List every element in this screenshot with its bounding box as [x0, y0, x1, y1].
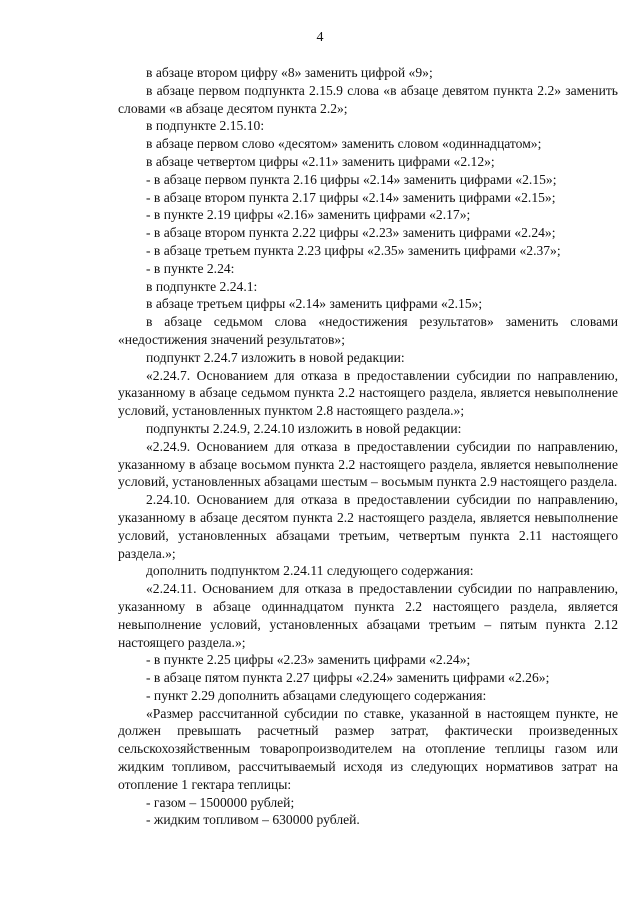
paragraph: в подпункте 2.24.1: — [146, 278, 258, 294]
paragraph: в абзаце втором цифру «8» заменить цифрой «9»; — [146, 65, 433, 80]
quoted-paragraph: «Размер рассчитанной субсидии по ставке, указанной в настоящем пункте, не должен превышать расчетный размер затрат, фактически произведенных сельскохозяйственным товаропроизводителем на отопление теплицы газом или жидким топливом, рассчитываемый исходя из следующих нормативов затрат на отопление 1 гектара теплицы: — [118, 705, 618, 792]
document-body — [118, 64, 618, 829]
list-item: - в абзаце втором пункта 2.22 цифры «2.23» заменить цифрами «2.24»; — [146, 225, 556, 241]
paragraph: в абзаце первом слово «десятом» заменить словом «одиннадцатом»; — [146, 136, 542, 152]
paragraph: подпункт 2.24.7 изложить в новой редакции: — [146, 349, 405, 365]
page-number: 4 — [316, 30, 324, 45]
list-item: - жидким топливом – 630000 рублей. — [146, 812, 360, 828]
list-item: - в пункте 2.19 цифры «2.16» заменить цифрами «2.17»; — [146, 207, 471, 223]
quoted-paragraph: «2.24.9. Основанием для отказа в предоставлении субсидии по направлению, указанному в абзаце восьмом пункта 2.2 настоящего раздела, является невыполнение условий, установленных абзацами шестым – восьмым пункта 2.9 настоящего раздела. — [118, 438, 618, 490]
quoted-paragraph: 2.24.10. Основанием для отказа в предоставлении субсидии по направлению, указанному в абзаце десятом пункта 2.2 настоящего раздела, является невыполнение условий, установленных абзацами третьим, четвертым пункта 2.11 настоящего раздела.»; — [118, 492, 618, 561]
paragraph: в абзаце седьмом слова «недостижения результатов» заменить словами «недостижения значений результатов»; — [118, 314, 618, 347]
paragraph: подпункты 2.24.9, 2.24.10 изложить в новой редакции: — [146, 420, 462, 436]
list-item: - в пункте 2.25 цифры «2.23» заменить цифрами «2.24»; — [146, 652, 471, 668]
list-item: - газом – 1500000 рублей; — [146, 794, 295, 810]
paragraph: в абзаце первом подпункта 2.15.9 слова «в абзаце девятом пункта 2.2» заменить словами «в абзаце десятом пункта 2.2»; — [118, 82, 618, 116]
paragraph: в подпункте 2.15.10: — [146, 118, 265, 134]
paragraph: в абзаце четвертом цифры «2.11» заменить цифрами «2.12»; — [146, 153, 495, 169]
list-item: - в пункте 2.24: — [146, 260, 235, 276]
paragraph: дополнить подпунктом 2.24.11 следующего содержания: — [146, 563, 474, 579]
list-item: - в абзаце третьем пункта 2.23 цифры «2.35» заменить цифрами «2.37»; — [146, 242, 561, 258]
list-item: - в абзаце втором пункта 2.17 цифры «2.14» заменить цифрами «2.15»; — [146, 189, 556, 205]
list-item: - в абзаце пятом пункта 2.27 цифры «2.24» заменить цифрами «2.26»; — [146, 670, 550, 686]
quoted-paragraph: «2.24.7. Основанием для отказа в предоставлении субсидии по направлению, указанному в абзаце седьмом пункта 2.2 настоящего раздела, является невыполнение условий, установленных пунктом 2.8 настоящего раздела.»; — [118, 367, 618, 419]
paragraph: в абзаце третьем цифры «2.14» заменить цифрами «2.15»; — [146, 296, 483, 312]
list-item: - в абзаце первом пункта 2.16 цифры «2.14» заменить цифрами «2.15»; — [146, 171, 557, 187]
quoted-paragraph: «2.24.11. Основанием для отказа в предоставлении субсидии по направлению, указанному в абзаце одиннадцатом пункта 2.2 настоящего раздела, является невыполнение условий, установленных абзацами третьим – пятым пункта 2.12 настоящего раздела.»; — [118, 581, 618, 650]
list-item: - пункт 2.29 дополнить абзацами следующего содержания: — [146, 687, 487, 703]
